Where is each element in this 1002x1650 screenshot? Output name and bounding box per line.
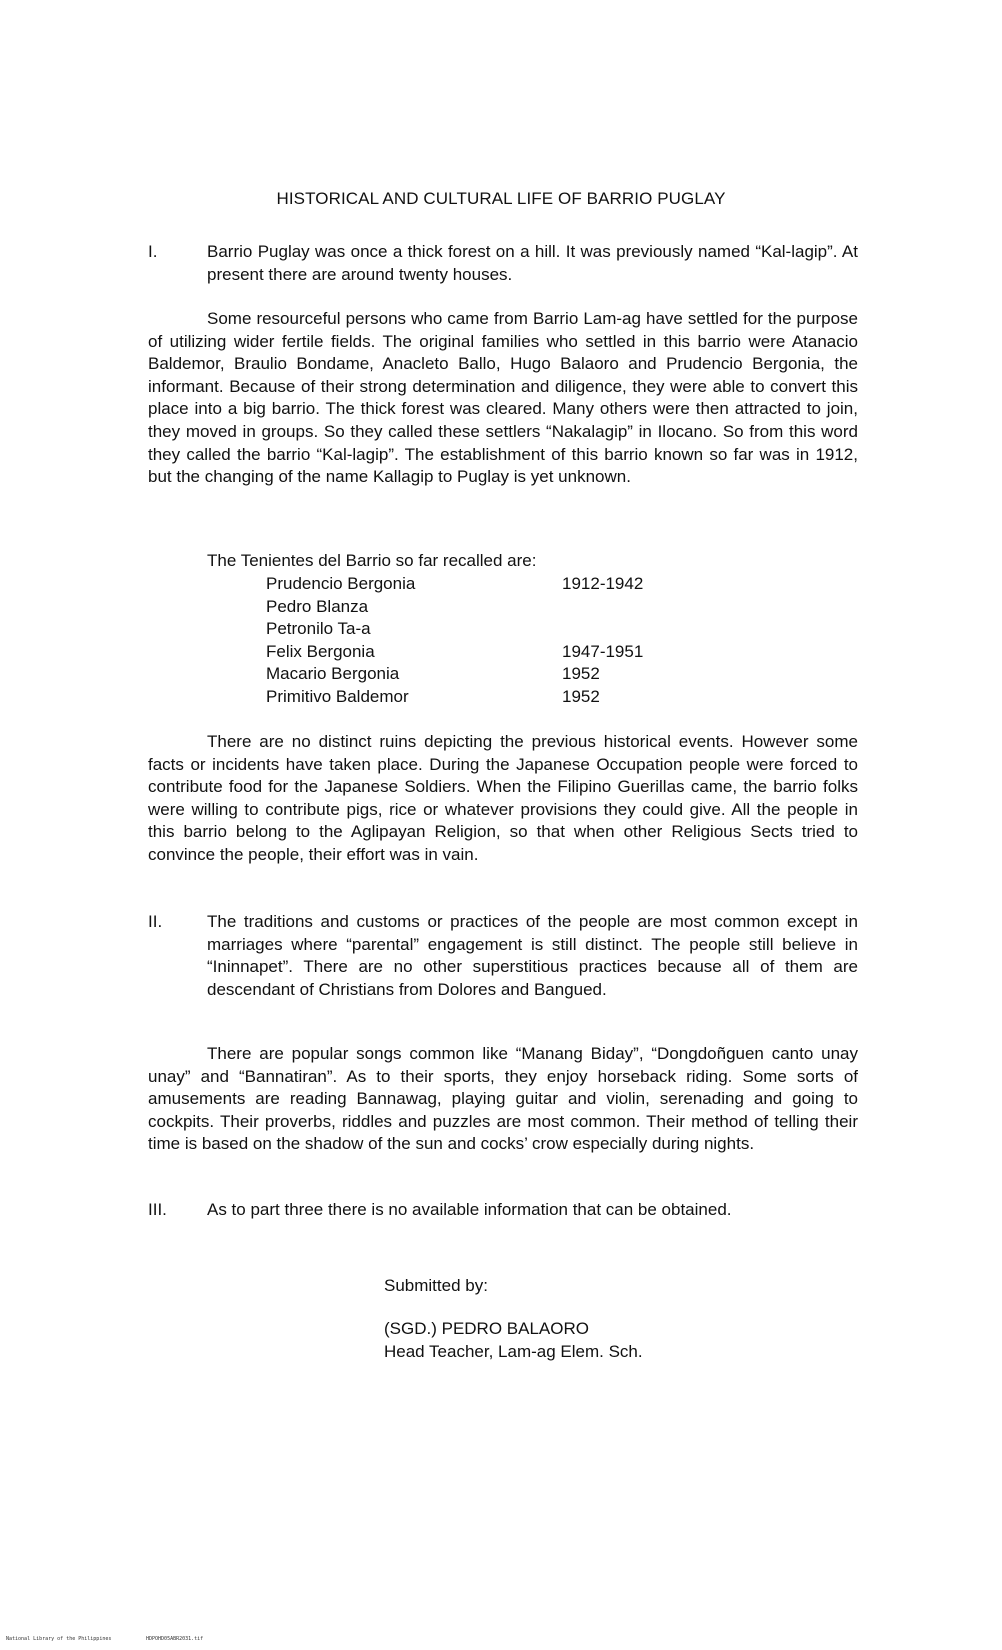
tenientes-heading: The Tenientes del Barrio so far recalled are: bbox=[207, 551, 537, 570]
teniente-name: Felix Bergonia bbox=[266, 641, 375, 661]
signatory-position: Head Teacher, Lam-ag Elem. Sch. bbox=[384, 1342, 643, 1361]
footer-file-id: HDPOHD05ABR2031.tif bbox=[146, 1636, 204, 1642]
tenientes-list bbox=[266, 573, 682, 709]
teniente-row bbox=[266, 573, 682, 596]
teniente-years bbox=[562, 618, 682, 641]
signatory-name: (SGD.) PEDRO BALAORO bbox=[384, 1319, 589, 1338]
teniente-years: 1912-1942 bbox=[562, 574, 644, 593]
section-1-text: Barrio Puglay was once a thick forest on a hill. It was previously named “Kal-lagip”. At present there are around twenty houses. bbox=[207, 242, 858, 284]
paragraph-songs-sports: There are popular songs common like “Manang Biday”, “Dongdoñguen canto unay unay” and “Bannatiran”. As to their sports, they enjoy horseback riding. Some sorts of amusements are reading Bannawag, playing guitar and violin, serenading and going to cockpits. Their proverbs, riddles and puzzles are most common. Their method of telling their time is based on the shadow of the sun and cocks’ crow especially during nights. bbox=[148, 1044, 858, 1154]
teniente-name: Primitivo Baldemor bbox=[266, 686, 409, 706]
teniente-row bbox=[266, 663, 682, 686]
teniente-name: Prudencio Bergonia bbox=[266, 574, 416, 593]
teniente-years: 1952 bbox=[562, 664, 600, 684]
teniente-name: Petronilo Ta-a bbox=[266, 619, 371, 639]
teniente-years: 1952 bbox=[562, 686, 600, 706]
paragraph-settlers: Some resourceful persons who came from Barrio Lam-ag have settled for the purpose of utilizing wider fertile fields. The original families who settled in this barrio were Atanacio Baldemor, Braulio Bondame, Anacleto Ballo, Hugo Balaoro and Prudencio Bergonia, the informant. Because of their strong determination and diligence, they were able to convert this place into a big barrio. The thick forest was cleared. Many others were then attracted to join, they moved in groups. So they called these settlers “Nakalagip” in Ilocano. So from this word they called the barrio “Kal-lagip”. The establishment of this barrio known so far was in 1912, but the changing of the name Kallagip to Puglay is yet unknown. bbox=[148, 309, 858, 487]
teniente-name: Pedro Blanza bbox=[266, 596, 369, 616]
section-2-numeral: II. bbox=[148, 912, 163, 931]
section-1 bbox=[148, 241, 858, 286]
submitted-by-label: Submitted by: bbox=[384, 1276, 488, 1295]
section-1-numeral: I. bbox=[148, 242, 158, 261]
footer-library-stamp: National Library of the Philippines bbox=[6, 1636, 112, 1642]
section-3-text: As to part three there is no available information that can be obtained. bbox=[207, 1200, 732, 1219]
document-title: HISTORICAL AND CULTURAL LIFE OF BARRIO PUGLAY bbox=[276, 189, 726, 208]
section-3 bbox=[148, 1199, 858, 1222]
teniente-row bbox=[266, 596, 682, 619]
paragraph-historical-events: There are no distinct ruins depicting the previous historical events. However some facts or incidents have taken place. During the Japanese Occupation people were forced to contribute food for the Japanese Soldiers. When the Filipino Guerillas came, the barrio folks were willing to contribute pigs, rice or whatever provisions they could give. All the people in this barrio belong to the Aglipayan Religion, so that when other Religious Sects tried to convince the people, their effort was in vain. bbox=[148, 732, 858, 864]
teniente-years: 1947-1951 bbox=[562, 641, 644, 661]
section-2 bbox=[148, 911, 858, 1001]
section-3-numeral: III. bbox=[148, 1200, 167, 1219]
teniente-row bbox=[266, 641, 682, 664]
teniente-name: Macario Bergonia bbox=[266, 664, 400, 684]
teniente-years bbox=[562, 596, 682, 619]
teniente-row bbox=[266, 618, 682, 641]
section-2-text: The traditions and customs or practices of the people are most common except in marriages where “parental” engagement is still distinct. The people still believe in “Ininnapet”. There are no other superstitious practices because all of them are descendant of Christians from Dolores and Bangued. bbox=[207, 912, 858, 999]
teniente-row bbox=[266, 686, 682, 709]
